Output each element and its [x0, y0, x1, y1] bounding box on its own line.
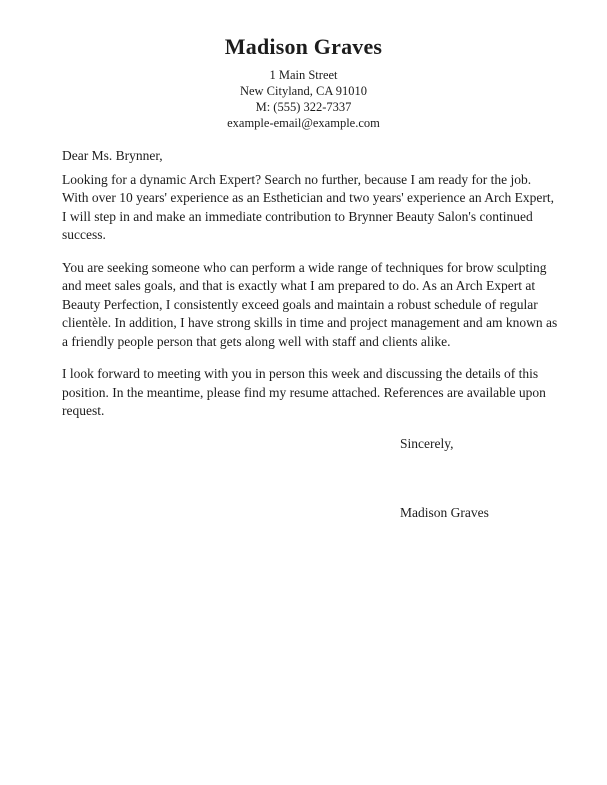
- address-city-state-zip: New Cityland, CA 91010: [239, 84, 368, 98]
- salutation: Dear Ms. Brynner,: [62, 148, 163, 163]
- signature-name: Madison Graves: [400, 505, 489, 520]
- phone-number: M: (555) 322-7337: [255, 100, 352, 114]
- sender-name: Madison Graves: [224, 34, 383, 59]
- contact-block: [0, 67, 607, 131]
- email-address: example-email@example.com: [227, 116, 380, 130]
- closing-salutation: Sincerely,: [400, 435, 454, 451]
- paragraph-intro: Looking for a dynamic Arch Expert? Search no further, because I am ready for the job. With over 10 years' experience as an Esthetician and two years' experience an Arch Expert, I will step in and make an immediate contribution to Brynner Beauty Salon's continued success.: [62, 171, 554, 242]
- letter-body: [62, 147, 559, 523]
- paragraph-call-to-action: I look forward to meeting with you in person this week and discussing the details of this position. In the meantime, please find my resume attached. References are available upon request.: [62, 366, 546, 418]
- letter-header: [0, 0, 607, 131]
- address-street: 1 Main Street: [269, 68, 338, 82]
- closing-block: [400, 435, 559, 523]
- paragraph-qualifications: You are seeking someone who can perform a wide range of techniques for brow sculpting and meet sales goals, and that is exactly what I am prepared to do. As an Arch Expert at Beauty Perfection, I consistently exceed goals and maintain a robust schedule of regular clientèle. In addition, I have strong skills in time and project management and am known as a friendly people person that gets along well with staff and clients alike.: [62, 259, 558, 349]
